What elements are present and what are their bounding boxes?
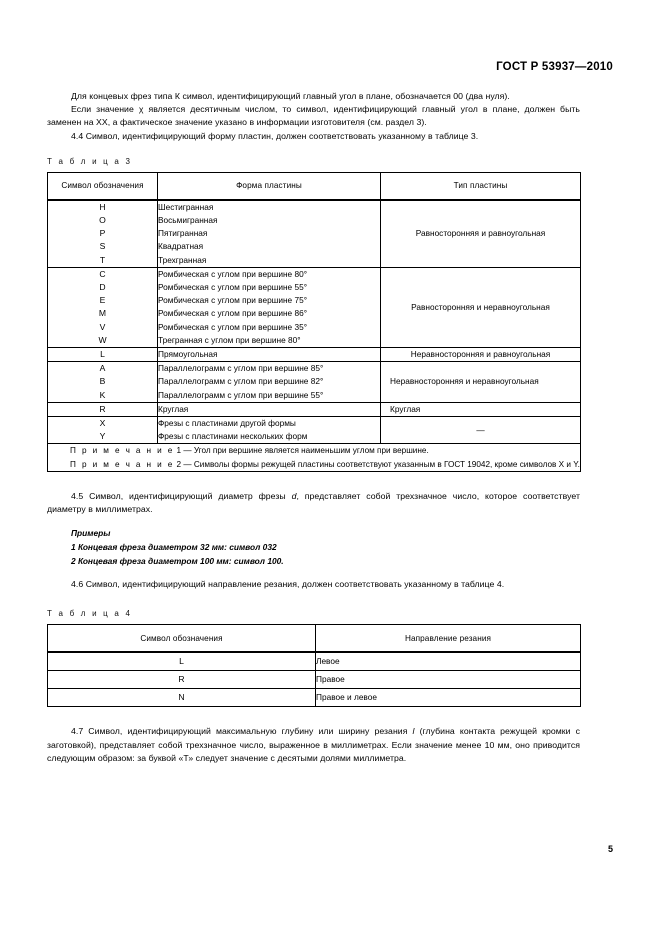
paragraph-4-7 [47,725,580,765]
page-number: 5 [607,844,613,854]
examples-block [47,526,580,568]
table-4-symbol-0: L [48,652,316,671]
note-label: П р и м е ч а н и е [70,446,175,456]
table-3-type-group-3: Неравносторонняя и неравноугольная [381,362,581,403]
symbol-cell-line: L [100,349,105,360]
symbol-cell-line: S [99,241,106,252]
table-3-shapes-group-0 [158,200,381,268]
table-3-col-type: Тип пластины [381,172,581,200]
table-3-symbols-group-1 [48,267,158,347]
table-row [48,362,581,403]
symbol-cell-line: H [99,201,106,212]
shape-cell-line: Ромбическая с углом при вершине 35° [158,321,308,332]
symbol-cell-line: E [99,295,106,306]
table-3-symbols-group-2 [48,348,158,362]
table-row [48,671,581,689]
table-4-col-symbol: Символ обозначения [48,625,316,653]
table-4-direction-2: Правое и левое [316,689,581,707]
note-number: 2 [176,459,182,469]
table-3-col-symbol: Символ обозначения [48,172,158,200]
shape-cell-line: Ромбическая с углом при вершине 75° [158,295,308,306]
shape-cell-line: Восьмигранная [158,215,218,226]
table-row [48,689,581,707]
table-4-symbol-1: R [48,671,316,689]
note-number: 1 [176,446,182,456]
table-row [48,348,581,362]
symbol-cell-line: C [99,268,106,279]
shape-cell-line: Ромбическая с углом при вершине 86° [158,308,308,319]
shape-cell-line: Пятигранная [158,228,208,239]
shape-cell-line: Ромбическая с углом при вершине 80° [158,268,308,279]
shape-cell-line: Параллелограмм с углом при вершине 85° [158,363,324,374]
table-row [48,200,581,268]
example-item-2: 2 Концевая фреза диаметром 100 мм: символ 100. [71,556,284,567]
running-header-standard-number: ГОСТ Р 53937—2010 [496,61,613,73]
symbol-cell-line: M [98,308,107,319]
table-3-type-group-1: Равносторонняя и неравноугольная [381,267,581,347]
note-dash: — [181,446,194,456]
table-row-header [48,625,581,653]
paragraph-decimal-value: Если значение χ является десятичным числом, то символ, идентифицирующий главный угол в плане, должен быть заменен на ХХ, а фактическое значение указано в информации изготовителя (см. раздел 3). [47,104,580,128]
symbol-cell-line: W [98,334,107,345]
paragraph-4-7-before: 4.7 Символ, идентифицирующий максимальную глубину или ширину резания [71,726,413,737]
table-4-col-direction: Направление резания [316,625,581,653]
symbol-cell-line: K [99,389,106,400]
note-label: П р и м е ч а н и е [70,459,175,469]
symbol-cell-line: V [99,321,106,332]
symbol-cell-line: O [99,215,106,226]
example-item-1: 1 Концевая фреза диаметром 32 мм: символ 032 [71,542,277,553]
table-3-type-group-2: Неравносторонняя и равноугольная [381,348,581,362]
examples-title: Примеры [71,528,111,539]
table-3-notes [48,444,581,471]
table-3-shapes-group-2 [158,348,381,362]
symbol-cell-line: B [99,376,106,387]
table-row [48,402,581,416]
paragraph-4-5-before: 4.5 Символ, идентифицирующий диаметр фрезы [71,490,292,501]
shape-cell-line: Шестигранная [158,201,214,212]
symbol-cell-line: A [99,363,106,374]
table-3-symbols-group-0 [48,200,158,268]
table-3-type-group-5: — [381,417,581,444]
table-3-insert-shapes [47,172,581,472]
variable-d: d [291,490,297,501]
table-3-type-group-0: Равносторонняя и равноугольная [381,200,581,268]
note-text: Угол при вершине является наименьшим углом при вершине. [193,446,429,456]
shape-cell-line: Ромбическая с углом при вершине 55° [158,282,308,293]
note-text: Символы формы режущей пластины соответствуют указанным в ГОСТ 19042, кроме символов X и Y. [193,459,580,469]
table-3-shapes-group-3 [158,362,381,403]
table-4-caption: Т а б л и ц а 4 [47,609,133,619]
shape-cell-line: Трехгранная [158,254,207,265]
shape-cell-line: Круглая [158,403,189,414]
paragraph-end-mill-type-k: Для концевых фрез типа К символ, идентифицирующий главный угол в плане, обозначается 00 (два нуля). [71,91,510,101]
shape-cell-line: Параллелограмм с углом при вершине 82° [158,376,324,387]
shape-cell-line: Фрезы с пластинами другой формы [158,418,296,429]
table-4-direction-0: Левое [316,652,581,671]
page-content [47,90,580,765]
table-row [48,652,581,671]
table-row [48,267,581,347]
table-3-note-1 [48,444,580,457]
table-3-symbols-group-5 [48,417,158,444]
table-3-shapes-group-5 [158,417,381,444]
paragraph-4-4: 4.4 Символ, идентифицирующий форму пластин, должен соответствовать указанному в таблице 3. [71,130,479,141]
table-4-cutting-direction [47,624,581,707]
paragraph-4-7-after: (глубина контакта режущей кромки с заготовкой), представляет собой трехзначное число, выраженное в миллиметрах. Если значение менее 10 мм, оно приводится следующим образом: за буквой «Т» следует значение с десятыми долями миллиметра. [47,726,580,763]
paragraph-4-5 [47,490,580,516]
variable-l: l [412,726,415,737]
table-3-symbols-group-3 [48,362,158,403]
table-row [48,417,581,444]
symbol-cell-line: T [99,254,106,265]
symbol-cell-line: Y [99,431,106,442]
table-row-header [48,172,581,200]
shape-cell-line: Фрезы с пластинами нескольких форм [158,431,308,442]
table-3-shapes-group-4 [158,402,381,416]
note-dash: — [181,459,194,469]
table-row-notes [48,444,581,471]
paragraph-4-6: 4.6 Символ, идентифицирующий направление резания, должен соответствовать указанному в таблице 4. [71,579,505,590]
symbol-cell-line: P [99,228,106,239]
symbol-cell-line: R [99,403,106,414]
table-3-shapes-group-1 [158,267,381,347]
paragraph-4-5-after: , представляет собой трехзначное число, которое соответствует диаметру в миллиметрах. [47,490,580,515]
table-3-type-group-4: Круглая [381,402,581,416]
shape-cell-line: Трегранная с углом при вершине 80° [158,334,301,345]
table-3-col-shape: Форма пластины [158,172,381,200]
shape-cell-line: Параллелограмм с углом при вершине 55° [158,389,324,400]
table-4-symbol-2: N [48,689,316,707]
shape-cell-line: Квадратная [158,241,204,252]
symbol-cell-line: X [99,418,106,429]
table-4-direction-1: Правое [316,671,581,689]
table-3-note-2 [48,458,580,471]
table-3-symbols-group-4 [48,402,158,416]
table-3-caption: Т а б л и ц а 3 [47,156,133,166]
symbol-cell-line: D [99,282,106,293]
shape-cell-line: Прямоугольная [158,349,218,360]
